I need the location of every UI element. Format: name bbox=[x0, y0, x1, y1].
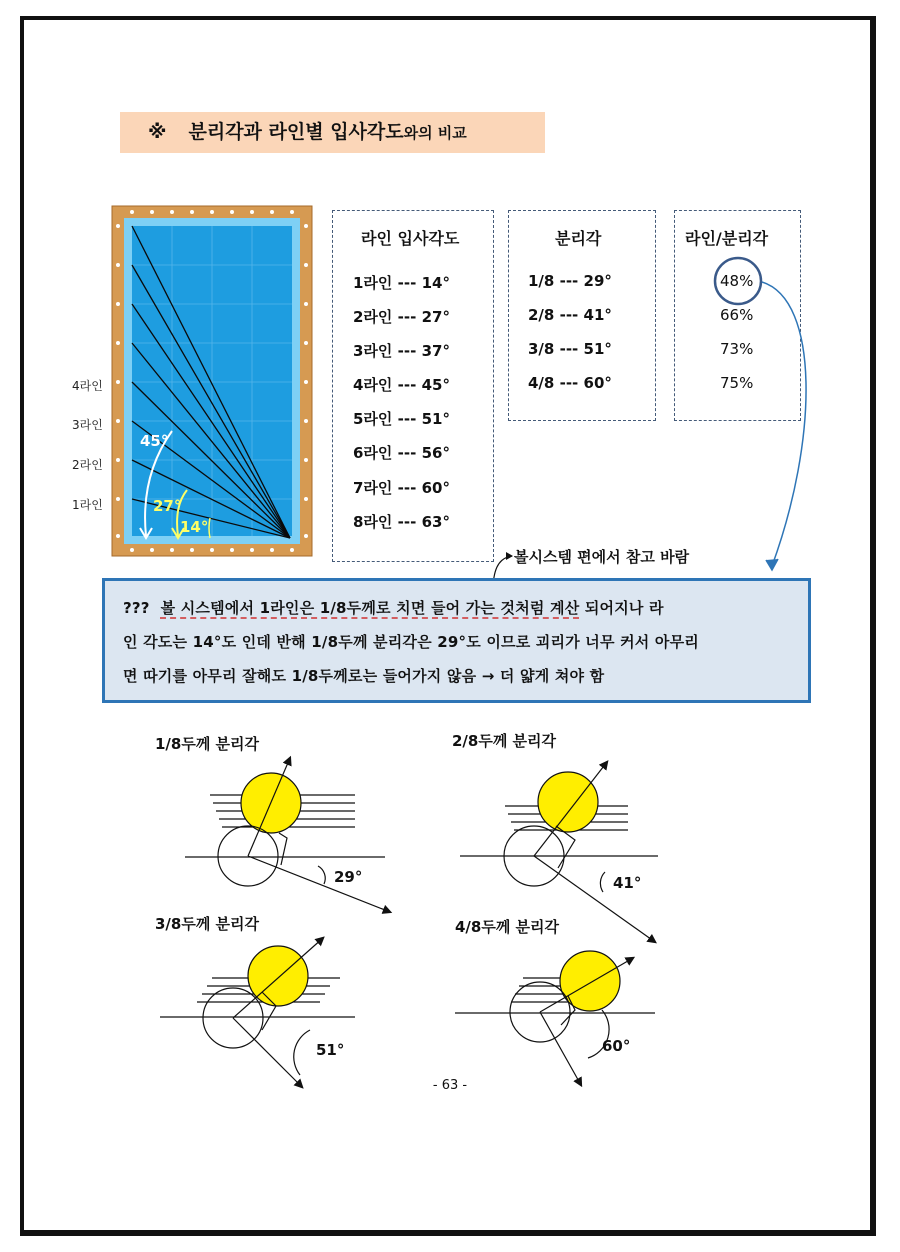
incidence-row: 8라인 --- 63° bbox=[353, 513, 450, 531]
incidence-row: 6라인 --- 56° bbox=[353, 444, 450, 462]
diagram-title-4: 4/8두께 분리각 bbox=[455, 918, 560, 936]
separation-row: 2/8 --- 41° bbox=[528, 306, 612, 324]
diagram-title-2: 2/8두께 분리각 bbox=[452, 732, 557, 750]
incidence-row: 5라인 --- 51° bbox=[353, 410, 450, 428]
ratio-value: 73% bbox=[720, 340, 754, 358]
side-label-1: 1라인 bbox=[72, 498, 103, 512]
diagram-angle-3: 51° bbox=[316, 1041, 345, 1059]
title-suffix: 와의 비교 bbox=[403, 124, 467, 142]
note-underlined: 볼 시스템에서 1라인은 1/8두께로 치면 들어 가는 것처럼 계산 bbox=[160, 599, 580, 617]
diagram-1 bbox=[185, 758, 390, 912]
incidence-row: 4라인 --- 45° bbox=[353, 376, 450, 394]
ratio-header: 라인/분리각 bbox=[685, 229, 769, 248]
ratio-value: 75% bbox=[720, 374, 754, 392]
incidence-row: 2라인 --- 27° bbox=[353, 308, 450, 326]
title-main: 분리각과 라인별 입사각도 bbox=[188, 121, 404, 143]
incidence-header: 라인 입사각도 bbox=[361, 229, 460, 248]
diagram-angle-1: 29° bbox=[334, 868, 363, 886]
angle-label-45: 45° bbox=[140, 432, 169, 450]
separation-row: 3/8 --- 51° bbox=[528, 340, 612, 358]
incidence-row: 1라인 --- 14° bbox=[353, 274, 450, 292]
ratio-value: 48% bbox=[720, 272, 754, 290]
reference-callout: 볼시스템 편에서 참고 바람 bbox=[514, 548, 690, 566]
separation-header: 분리각 bbox=[555, 229, 602, 248]
note-line-1: ??? 볼 시스템에서 1라인은 1/8두께로 치면 들어 가는 것처럼 계산 되어지나 라 bbox=[123, 599, 664, 617]
incidence-row: 3라인 --- 37° bbox=[353, 342, 450, 360]
angle-label-14: 14° bbox=[180, 518, 209, 536]
separation-row: 1/8 --- 29° bbox=[528, 272, 612, 290]
reference-mark: ※ bbox=[148, 121, 167, 143]
side-label-3: 3라인 bbox=[72, 418, 103, 432]
diagram-4 bbox=[455, 951, 655, 1085]
angle-label-27: 27° bbox=[153, 497, 182, 515]
diagram-angle-4: 60° bbox=[602, 1037, 631, 1055]
side-label-2: 2라인 bbox=[72, 458, 103, 472]
side-label-4: 4라인 bbox=[72, 379, 103, 393]
page-number: - 63 - bbox=[432, 1078, 468, 1093]
note-line-2: 인 각도는 14°도 인데 반해 1/8두께 분리각은 29°도 이므로 괴리가 너무 커서 아무리 bbox=[123, 633, 699, 651]
separation-row: 4/8 --- 60° bbox=[528, 374, 612, 392]
diagram-2 bbox=[460, 762, 658, 942]
note-line-3: 면 따기를 아무리 잘해도 1/8두께로는 들어가지 않음 → 더 얇게 쳐야 함 bbox=[123, 667, 605, 685]
diagram-title-1: 1/8두께 분리각 bbox=[155, 735, 260, 753]
ratio-value: 66% bbox=[720, 306, 754, 324]
diagram-angle-2: 41° bbox=[613, 874, 642, 892]
incidence-row: 7라인 --- 60° bbox=[353, 479, 450, 497]
diagram-title-3: 3/8두께 분리각 bbox=[155, 915, 260, 933]
diagram-3 bbox=[160, 938, 355, 1087]
